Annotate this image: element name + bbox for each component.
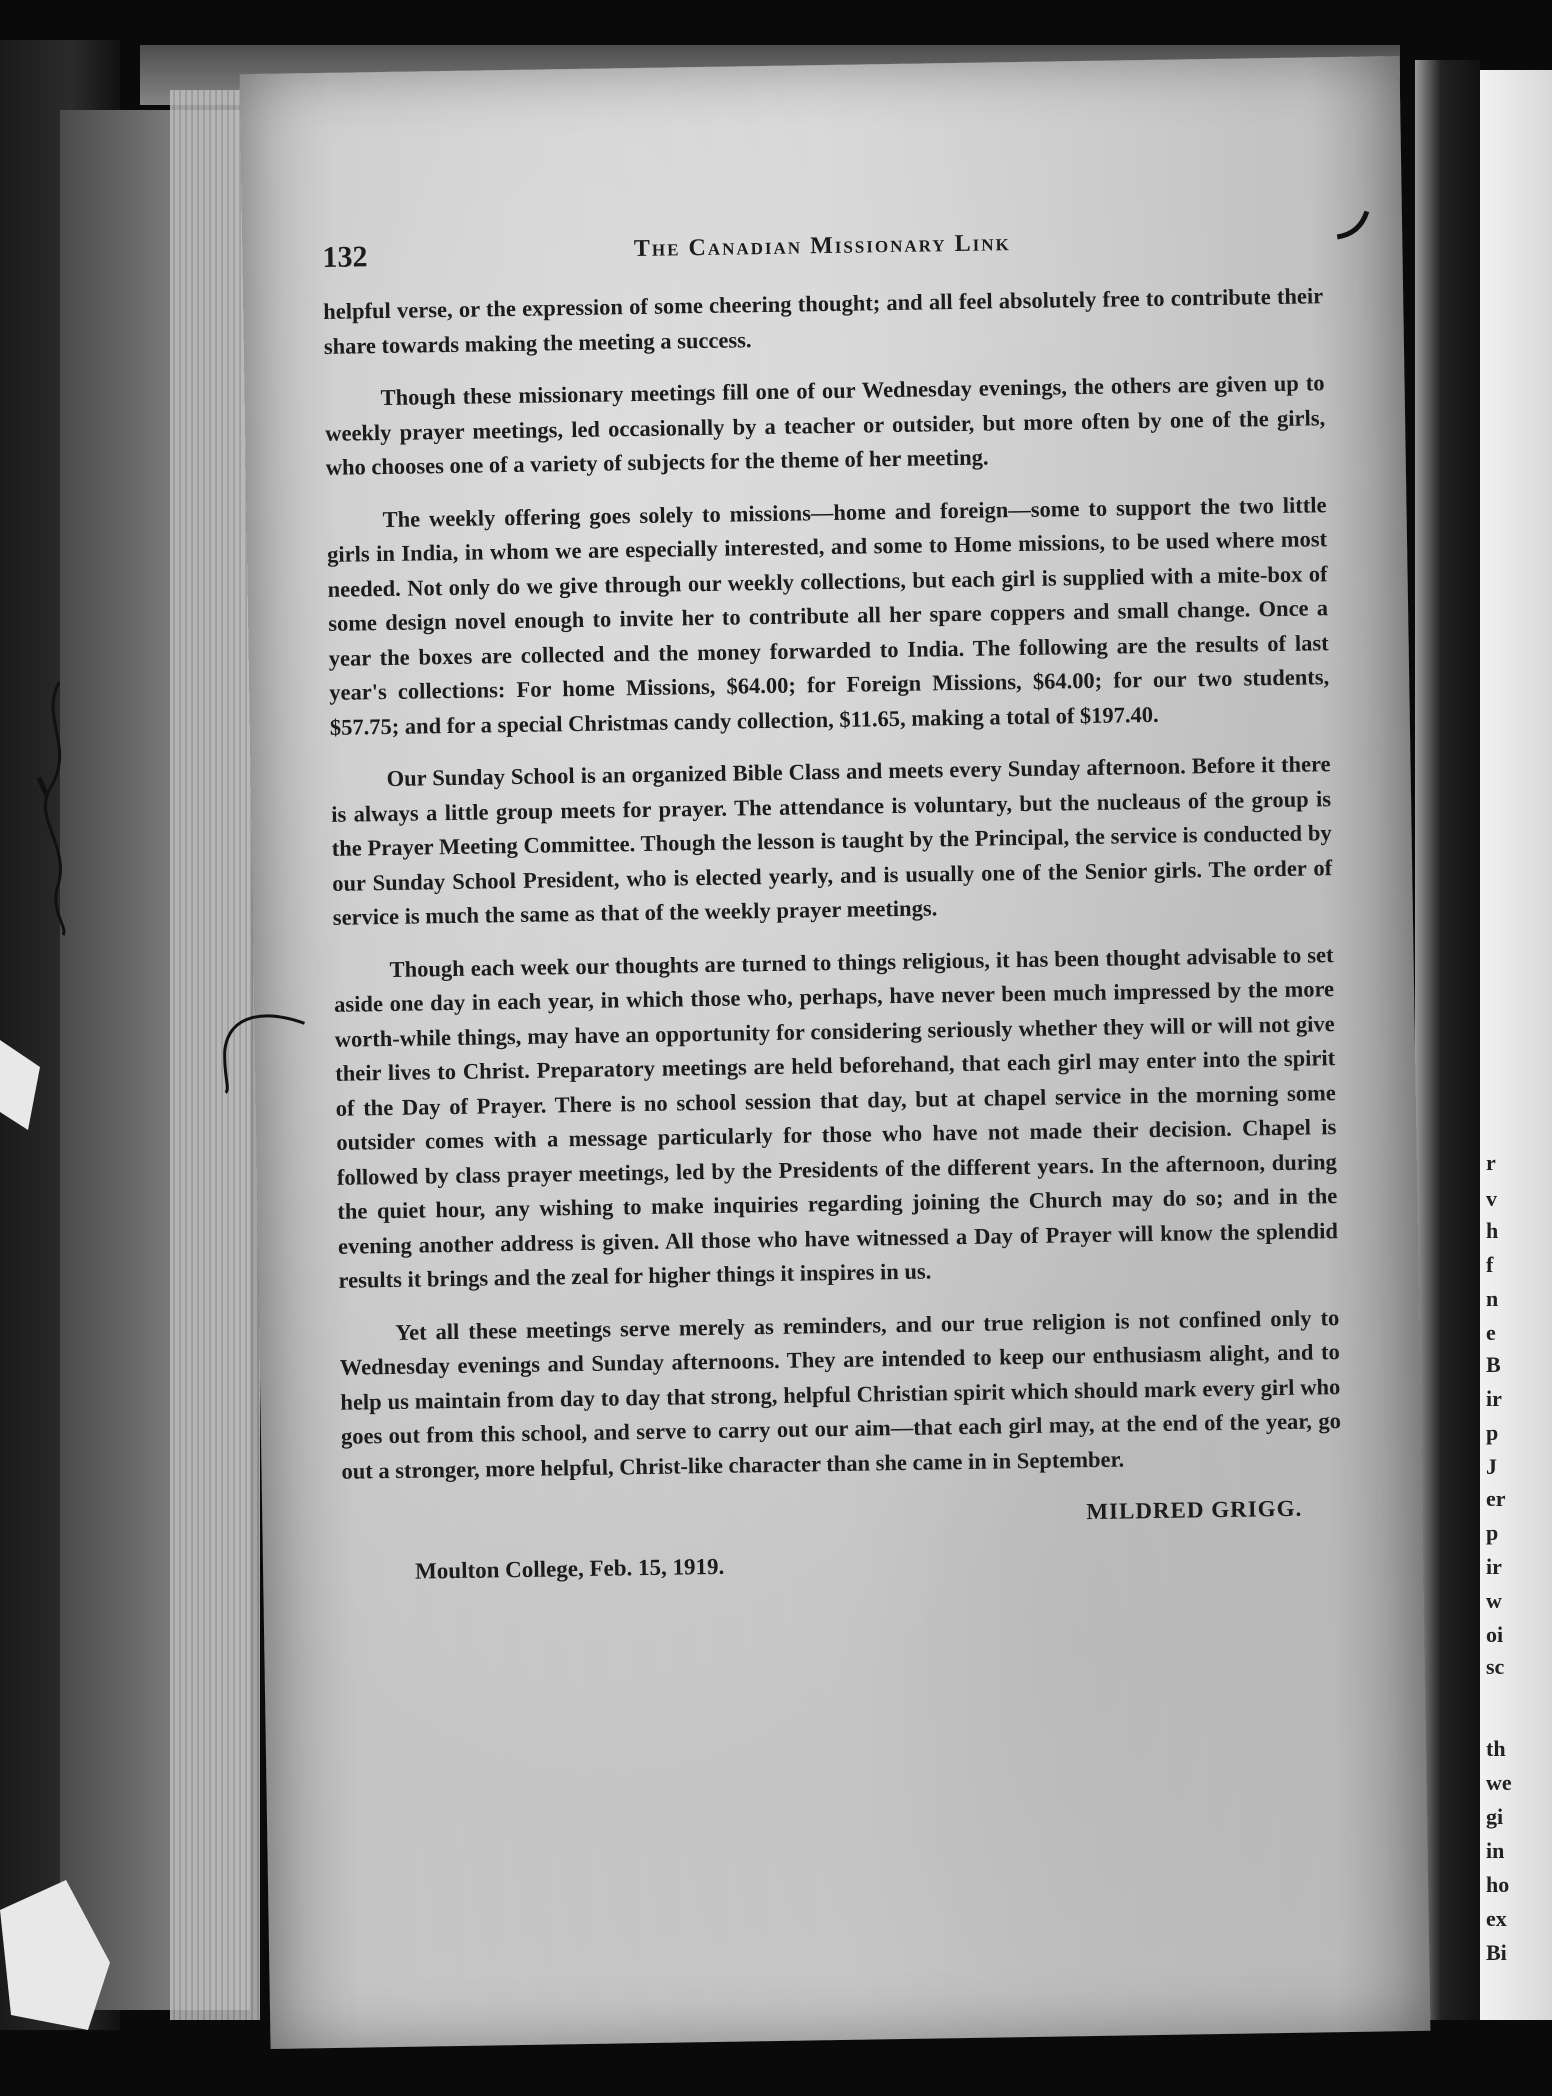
adjacent-page-fragment: f xyxy=(1486,1252,1494,1277)
adjacent-page-fragment: v xyxy=(1486,1186,1497,1211)
scanned-page xyxy=(240,56,1431,2049)
adjacent-page-fragment: J xyxy=(1486,1454,1497,1479)
adjacent-page-fragment: oi xyxy=(1486,1622,1504,1647)
adjacent-page-fragment: er xyxy=(1486,1486,1506,1511)
paragraph: The weekly offering goes solely to missions—home and foreign—some to support the two little girls in India, in whom we are especially interested, and some to Home missions, to be used where most needed. Not only do we give through our weekly collections, but each girl is supplied with a mite-box of some design novel enough to invite her to contribute all her spare coppers and small change. Once a year the boxes are collected and the money forwarded to India. The following are the results of last year's collections: For home Missions, $64.00; for Foreign Missions, $64.00; for our two students, $57.75; and for a special Christmas candy collection, $11.65, making a total of $197.40. xyxy=(326,491,1330,740)
adjacent-page-fragment: th xyxy=(1486,1736,1506,1761)
adjacent-page-fragment: we xyxy=(1486,1770,1512,1795)
adjacent-page-fragment: r xyxy=(1486,1150,1496,1175)
author-signature: MILDRED GRIGG. xyxy=(1086,1495,1303,1525)
paragraph: helpful verse, or the expression of some cheering thought; and all feel absolutely free to contribute their share towards making the meeting a success. xyxy=(323,283,1324,359)
adjacent-page-fragment: Bi xyxy=(1486,1940,1507,1965)
paragraph: Though each week our thoughts are turned to things religious, it has been thought advisable to set aside one day in each year, in which those who, perhaps, have never been much impressed by the more worth-while things, may have an opportunity for considering seriously whether they will or will not give their lives to Christ. Preparatory meetings are held beforehand, that each girl may enter into the spirit of the Day of Prayer. There is no school session that day, but at chapel service in the morning some outsider comes with a message particularly for those who have not made their decision. Chapel is followed by class prayer meetings, led by the Presidents of the different years. In the afternoon, during the quiet hour, any wishing to make inquiries regarding joining the Church may do so; and in the evening another address is given. All those who have witnessed a Day of Prayer will know the splendid results it brings and the zeal for higher things it inspires in us. xyxy=(333,941,1339,1293)
page-number: 132 xyxy=(322,240,368,274)
adjacent-page-fragment: n xyxy=(1486,1286,1499,1311)
adjacent-page-fragment: ex xyxy=(1486,1906,1507,1931)
corner-tick-mark-icon xyxy=(1332,206,1373,247)
adjacent-page-fragment: gi xyxy=(1486,1804,1504,1829)
adjacent-page-fragment: ir xyxy=(1486,1386,1502,1411)
paragraph: Our Sunday School is an organized Bible Class and meets every Sunday afternoon. Before it there is always a little group meets for prayer. The attendance is voluntary, but the nucleaus of the group is the Prayer Meeting Committee. Though the lesson is taught by the Principal, the service is conducted by our Sunday School President, who is elected yearly, and is usually one of the Senior girls. The order of service is much the same as that of the weekly prayer meetings. xyxy=(330,751,1333,930)
adjacent-page-fragment: sc xyxy=(1486,1654,1505,1679)
adjacent-page-fragment: in xyxy=(1486,1838,1505,1863)
adjacent-page-fragment: p xyxy=(1486,1520,1499,1545)
adjacent-page xyxy=(1480,70,1552,2020)
paragraph: Though these missionary meetings fill one of our Wednesday evenings, the others are given up to weekly prayer meetings, led occasionally by a teacher or outsider, but more often by one of the girls, who chooses one of a variety of subjects for the theme of her meeting. xyxy=(325,370,1326,480)
adjacent-page-fragment: h xyxy=(1486,1218,1499,1243)
adjacent-page-fragment: p xyxy=(1486,1420,1499,1445)
adjacent-page-fragment: w xyxy=(1486,1588,1502,1613)
paragraph: Yet all these meetings serve merely as reminders, and our true religion is not confined only to Wednesday evenings and Sunday afternoons. They are intended to keep our enthusiasm alight, and to help us maintain from day to day that strong, helpful Christian spirit which should mark every girl who goes out from this school, and serve to carry out our aim—that each girl may, at the end of the year, go out a stronger, more helpful, Christ-like character than she came in in September. xyxy=(339,1304,1342,1484)
article-body xyxy=(323,279,1343,1590)
journal-title: The Canadian Missionary Link xyxy=(633,230,1011,263)
adjacent-page-fragment: ir xyxy=(1486,1554,1502,1579)
running-head xyxy=(322,225,1323,281)
adjacent-page-fragment: B xyxy=(1486,1352,1501,1377)
dateline: Moulton College, Feb. 15, 1919. xyxy=(414,1553,725,1584)
adjacent-page-fragment: e xyxy=(1486,1320,1496,1345)
adjacent-page-fragment: ho xyxy=(1486,1872,1510,1897)
